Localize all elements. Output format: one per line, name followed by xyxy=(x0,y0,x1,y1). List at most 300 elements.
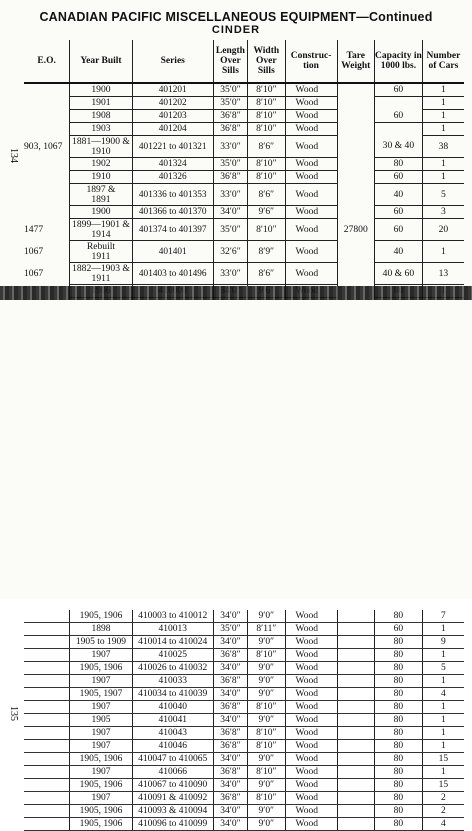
table-row xyxy=(24,714,464,727)
cell-number: 1 xyxy=(422,171,464,184)
cell-series: 410025 xyxy=(132,649,213,662)
cell-length: 36′8″ xyxy=(213,740,247,753)
cell-tare xyxy=(337,792,374,805)
cell-tare xyxy=(337,649,374,662)
cell-capacity: 80 xyxy=(374,688,422,701)
cell-number: 2 xyxy=(422,805,464,818)
cell-construction: Wood xyxy=(285,740,337,753)
table-row xyxy=(24,136,464,158)
cell-construction: Wood xyxy=(285,184,337,206)
cell-width: 9′0″ xyxy=(248,753,285,766)
cell-tare xyxy=(337,714,374,727)
cell-series: 410091 & 410092 xyxy=(132,792,213,805)
cell-series: 401324 xyxy=(132,158,213,171)
cell-width: 8′10″ xyxy=(248,740,285,753)
cell-eo: 1067 xyxy=(24,267,44,279)
cell-length: 34′0″ xyxy=(213,636,247,649)
cell-width: 9′0″ xyxy=(248,805,285,818)
cell-width: 9′0″ xyxy=(248,610,285,623)
cell-tare xyxy=(337,241,374,263)
cell-year: 1902 xyxy=(70,158,132,171)
cell-width: 9′0″ xyxy=(248,818,285,831)
cell-capacity: 80 xyxy=(374,753,422,766)
cell-length: 35′0″ xyxy=(213,97,247,110)
cell-year: 1905, 1906 xyxy=(70,753,132,766)
cell-capacity: 80 xyxy=(374,636,422,649)
cell-eo xyxy=(24,675,70,688)
cell-width: 8′6″ xyxy=(248,263,285,285)
cell-series: 410096 to 410099 xyxy=(132,818,213,831)
cell-tare xyxy=(337,136,374,158)
cell-construction: Wood xyxy=(285,805,337,818)
table-row xyxy=(24,83,464,97)
cell-series: 410043 xyxy=(132,727,213,740)
cell-width: 9′0″ xyxy=(248,636,285,649)
cell-eo xyxy=(24,688,70,701)
cell-length: 33′0″ xyxy=(213,136,247,158)
cell-length: 34′0″ xyxy=(213,714,247,727)
cell-width: 9′0″ xyxy=(248,779,285,792)
cell-eo xyxy=(24,97,70,110)
cell-tare xyxy=(337,740,374,753)
table-row xyxy=(24,610,464,623)
cell-construction: Wood xyxy=(285,636,337,649)
cell-width: 8′10″ xyxy=(248,649,285,662)
cell-year: 1908 xyxy=(70,110,132,123)
table-row xyxy=(24,688,464,701)
cell-width: 8′10″ xyxy=(248,219,285,241)
cell-year: 1899—1901 & 1914 xyxy=(70,219,132,241)
cell-year: 1905, 1906 xyxy=(70,805,132,818)
cell-width: 9′6″ xyxy=(248,206,285,219)
table-row xyxy=(24,792,464,805)
cell-number: 7 xyxy=(422,610,464,623)
cell-number: 15 xyxy=(422,779,464,792)
cell-tare xyxy=(337,818,374,831)
cell-year: 1907 xyxy=(70,727,132,740)
cell-year: 1910 xyxy=(70,171,132,184)
cell-construction: Wood xyxy=(285,701,337,714)
cell-construction: Wood xyxy=(285,97,337,110)
cell-year: Rebuilt 1911 xyxy=(70,241,132,263)
header-tare: Tare Weight xyxy=(337,40,374,83)
cell-tare xyxy=(337,97,374,110)
cell-year: 1903 xyxy=(70,123,132,136)
cell-width: 8′10″ xyxy=(248,83,285,97)
cell-length: 36′8″ xyxy=(213,727,247,740)
cell-series: 410047 to 410065 xyxy=(132,753,213,766)
cell-width: 8′6″ xyxy=(248,184,285,206)
cell-tare xyxy=(337,171,374,184)
cell-tare xyxy=(337,701,374,714)
cell-tare xyxy=(337,623,374,636)
cell-series: 410003 to 410012 xyxy=(132,610,213,623)
cell-length: 34′0″ xyxy=(213,662,247,675)
cell-number: 1 xyxy=(422,158,464,171)
cell-number: 1 xyxy=(422,714,464,727)
table-row xyxy=(24,649,464,662)
cell-series: 401336 to 401353 xyxy=(132,184,213,206)
cell-tare xyxy=(337,662,374,675)
cell-number: 1 xyxy=(422,110,464,123)
cell-eo: 1477 xyxy=(24,223,44,235)
cell-series: 410040 xyxy=(132,701,213,714)
cell-construction: Wood xyxy=(285,206,337,219)
cell-capacity: 80 xyxy=(374,662,422,675)
cell-construction: Wood xyxy=(285,675,337,688)
cell-tare xyxy=(337,184,374,206)
cell-year: 1901 xyxy=(70,97,132,110)
cell-construction: Wood xyxy=(285,110,337,123)
table-row xyxy=(24,110,464,123)
cell-eo xyxy=(24,753,70,766)
table-row xyxy=(24,766,464,779)
table-row xyxy=(24,636,464,649)
cell-capacity xyxy=(374,97,422,110)
table-row xyxy=(24,818,464,831)
cell-eo xyxy=(24,158,70,171)
cell-width: 8′10″ xyxy=(248,158,285,171)
cell-construction: Wood xyxy=(285,171,337,184)
cell-tare xyxy=(337,636,374,649)
cell-tare xyxy=(337,753,374,766)
cell-series: 410067 to 410090 xyxy=(132,779,213,792)
cell-length: 34′0″ xyxy=(213,779,247,792)
cell-eo xyxy=(24,184,70,206)
cell-length: 34′0″ xyxy=(213,818,247,831)
cell-capacity: 80 xyxy=(374,792,422,805)
cell-construction: Wood xyxy=(285,83,337,97)
cell-length: 34′0″ xyxy=(213,688,247,701)
cell-length: 35′0″ xyxy=(213,158,247,171)
header-series: Series xyxy=(132,40,213,83)
cell-number: 1 xyxy=(422,740,464,753)
cell-series: 401374 to 401397 xyxy=(132,219,213,241)
cell-series: 401366 to 401370 xyxy=(132,206,213,219)
table-row xyxy=(24,701,464,714)
cell-year: 1905 xyxy=(70,714,132,727)
cell-series: 410093 & 410094 xyxy=(132,805,213,818)
cell-series: 410046 xyxy=(132,740,213,753)
cell-number: 20 xyxy=(422,219,464,241)
cell-year: 1898 xyxy=(70,623,132,636)
cell-construction: Wood xyxy=(285,623,337,636)
cell-width: 8′9″ xyxy=(248,241,285,263)
cell-year: 1905, 1907 xyxy=(70,688,132,701)
cell-length: 34′0″ xyxy=(213,805,247,818)
cell-eo xyxy=(24,792,70,805)
cell-capacity: 80 xyxy=(374,818,422,831)
cell-width: 9′0″ xyxy=(248,675,285,688)
cell-construction: Wood xyxy=(285,714,337,727)
table-row xyxy=(24,662,464,675)
cell-width: 8′10″ xyxy=(248,701,285,714)
cell-number: 3 xyxy=(422,206,464,219)
cell-eo xyxy=(24,123,70,136)
cell-eo xyxy=(24,206,70,219)
cell-capacity: 80 xyxy=(374,766,422,779)
cell-series: 401326 xyxy=(132,171,213,184)
cell-series: 401401 xyxy=(132,241,213,263)
page-subtitle: CINDER xyxy=(211,24,261,36)
equipment-table-top xyxy=(24,40,464,311)
cell-eo xyxy=(24,714,70,727)
cell-number: 1 xyxy=(422,649,464,662)
cell-eo xyxy=(24,727,70,740)
cell-capacity: 80 xyxy=(374,779,422,792)
header-construction: Construc-tion xyxy=(285,40,337,83)
cell-series: 401204 xyxy=(132,123,213,136)
table-row xyxy=(24,219,464,241)
cell-capacity: 80 xyxy=(374,727,422,740)
cell-capacity: 60 xyxy=(374,171,422,184)
table-row xyxy=(24,779,464,792)
cell-construction: Wood xyxy=(285,158,337,171)
cell-year: 1907 xyxy=(70,766,132,779)
cell-capacity xyxy=(374,123,422,136)
cell-year: 1897 & 1891 xyxy=(70,184,132,206)
cell-tare xyxy=(337,263,374,285)
cell-year: 1907 xyxy=(70,740,132,753)
page-title: CANADIAN PACIFIC MISCELLANEOUS EQUIPMENT—Continued xyxy=(39,10,433,24)
cell-length: 34′0″ xyxy=(213,610,247,623)
cell-eo xyxy=(24,610,70,623)
cell-eo xyxy=(24,662,70,675)
cell-width: 8′6″ xyxy=(248,136,285,158)
cell-construction: Wood xyxy=(285,792,337,805)
cell-length: 34′0″ xyxy=(213,206,247,219)
cell-length: 35′0″ xyxy=(213,83,247,97)
cell-width: 8′10″ xyxy=(248,123,285,136)
cell-length: 36′8″ xyxy=(213,675,247,688)
cell-construction: Wood xyxy=(285,662,337,675)
cell-tare xyxy=(337,727,374,740)
cell-number: 1 xyxy=(422,623,464,636)
cell-length: 35′0″ xyxy=(213,623,247,636)
cell-length: 34′0″ xyxy=(213,753,247,766)
table-row xyxy=(24,727,464,740)
cell-tare xyxy=(337,805,374,818)
cell-tare xyxy=(337,83,374,97)
cell-capacity: 60 xyxy=(374,83,422,97)
cell-length: 36′8″ xyxy=(213,701,247,714)
cell-year: 1907 xyxy=(70,792,132,805)
cell-construction: Wood xyxy=(285,610,337,623)
cell-year: 1907 xyxy=(70,675,132,688)
cell-year: 1900 xyxy=(70,83,132,97)
cell-eo xyxy=(24,636,70,649)
cell-capacity: 80 xyxy=(374,610,422,623)
cell-year: 1905 to 1909 xyxy=(70,636,132,649)
cell-tare: 27800 xyxy=(337,219,374,241)
cell-series: 410033 xyxy=(132,675,213,688)
table-row xyxy=(24,158,464,171)
header-width: Width Over Sills xyxy=(248,40,285,83)
bottom-page xyxy=(0,300,472,829)
cell-series: 410026 to 410032 xyxy=(132,662,213,675)
cell-number: 1 xyxy=(422,83,464,97)
table-row xyxy=(24,753,464,766)
cell-number: 5 xyxy=(422,184,464,206)
cell-tare xyxy=(337,688,374,701)
cell-year: 1905, 1906 xyxy=(70,818,132,831)
cell-number: 1 xyxy=(422,727,464,740)
cell-number: 5 xyxy=(422,662,464,675)
cell-capacity: 60 xyxy=(374,623,422,636)
cell-eo xyxy=(24,83,70,97)
cell-number: 4 xyxy=(422,818,464,831)
header-number: Number of Cars xyxy=(422,40,464,83)
cell-eo xyxy=(24,110,70,123)
cell-eo xyxy=(24,740,70,753)
cell-series: 401202 xyxy=(132,97,213,110)
header-capacity: Capacity in 1000 lbs. xyxy=(374,40,422,83)
cell-length: 33′0″ xyxy=(213,263,247,285)
cell-length: 35′0″ xyxy=(213,219,247,241)
cell-length: 33′0″ xyxy=(213,184,247,206)
cell-number: 15 xyxy=(422,753,464,766)
top-page xyxy=(0,0,472,288)
cell-series: 410014 to 410024 xyxy=(132,636,213,649)
cell-series: 410034 to 410039 xyxy=(132,688,213,701)
cell-number: 1 xyxy=(422,97,464,110)
cell-width: 9′0″ xyxy=(248,714,285,727)
cell-length: 36′8″ xyxy=(213,123,247,136)
cell-construction: Wood xyxy=(285,766,337,779)
table-header-row xyxy=(24,40,464,83)
cell-year: 1907 xyxy=(70,649,132,662)
cell-construction: Wood xyxy=(285,219,337,241)
cell-capacity: 60 xyxy=(374,110,422,123)
cell-length: 36′8″ xyxy=(213,792,247,805)
cell-construction: Wood xyxy=(285,818,337,831)
cell-series: 410066 xyxy=(132,766,213,779)
cell-length: 32′6″ xyxy=(213,241,247,263)
cell-number: 1 xyxy=(422,766,464,779)
cell-capacity: 80 xyxy=(374,714,422,727)
cell-construction: Wood xyxy=(285,753,337,766)
cell-capacity: 80 xyxy=(374,740,422,753)
cell-eo: 1067 xyxy=(24,245,44,257)
table-row xyxy=(24,206,464,219)
cell-eo xyxy=(24,805,70,818)
cell-series: 410041 xyxy=(132,714,213,727)
cell-eo xyxy=(24,649,70,662)
cell-year: 1881—1900 & 1910 xyxy=(70,136,132,158)
cell-width: 9′0″ xyxy=(248,688,285,701)
cell-width: 8′10″ xyxy=(248,110,285,123)
table-row xyxy=(24,241,464,263)
cell-year: 1882—1903 & 1911 xyxy=(70,263,132,285)
cell-eo xyxy=(24,818,70,831)
cell-tare xyxy=(337,779,374,792)
cell-capacity: 60 xyxy=(374,206,422,219)
header-length: Length Over Sills xyxy=(213,40,247,83)
cell-construction: Wood xyxy=(285,241,337,263)
cell-length: 36′8″ xyxy=(213,649,247,662)
cell-capacity: 60 xyxy=(374,219,422,241)
cell-series: 401403 to 401496 xyxy=(132,263,213,285)
cell-number: 1 xyxy=(422,675,464,688)
cell-tare xyxy=(337,610,374,623)
cell-eo xyxy=(24,701,70,714)
cell-year: 1900 xyxy=(70,206,132,219)
cell-tare xyxy=(337,206,374,219)
cell-number: 1 xyxy=(422,701,464,714)
table-row xyxy=(24,97,464,110)
cell-tare xyxy=(337,123,374,136)
cell-length: 36′8″ xyxy=(213,110,247,123)
cell-tare xyxy=(337,675,374,688)
cell-capacity: 30 & 40 xyxy=(374,136,422,158)
cell-year: 1907 xyxy=(70,701,132,714)
cell-eo xyxy=(24,171,70,184)
cell-construction: Wood xyxy=(285,779,337,792)
cell-capacity: 80 xyxy=(374,649,422,662)
cell-number: 4 xyxy=(422,688,464,701)
equipment-table-bottom xyxy=(24,610,464,831)
header-year: Year Built xyxy=(70,40,132,83)
cell-length: 36′8″ xyxy=(213,766,247,779)
table-row xyxy=(24,675,464,688)
cell-capacity: 40 & 60 xyxy=(374,263,422,285)
table-row xyxy=(24,623,464,636)
cell-number: 13 xyxy=(422,263,464,285)
table-row xyxy=(24,740,464,753)
cell-width: 9′0″ xyxy=(248,662,285,675)
cell-width: 8′10″ xyxy=(248,766,285,779)
cell-width: 8′11″ xyxy=(248,623,285,636)
cell-tare xyxy=(337,766,374,779)
cell-width: 8′10″ xyxy=(248,171,285,184)
cell-capacity: 80 xyxy=(374,675,422,688)
cell-tare xyxy=(337,158,374,171)
table-row xyxy=(24,805,464,818)
cell-series: 401203 xyxy=(132,110,213,123)
table-row xyxy=(24,123,464,136)
cell-number: 1 xyxy=(422,241,464,263)
cell-construction: Wood xyxy=(285,263,337,285)
cell-series: 401221 to 401321 xyxy=(132,136,213,158)
cell-series: 401201 xyxy=(132,83,213,97)
cell-eo xyxy=(24,623,70,636)
cell-width: 8′10″ xyxy=(248,792,285,805)
cell-number: 1 xyxy=(422,123,464,136)
cell-number: 2 xyxy=(422,792,464,805)
cell-eo xyxy=(24,766,70,779)
table-row xyxy=(24,263,464,285)
cell-width: 8′10″ xyxy=(248,97,285,110)
cell-eo xyxy=(24,779,70,792)
page-number-top: 134 xyxy=(8,148,19,163)
cell-capacity: 40 xyxy=(374,241,422,263)
cell-construction: Wood xyxy=(285,649,337,662)
table-row xyxy=(24,171,464,184)
cell-construction: Wood xyxy=(285,123,337,136)
cell-capacity: 80 xyxy=(374,158,422,171)
cell-construction: Wood xyxy=(285,136,337,158)
cell-capacity: 80 xyxy=(374,701,422,714)
cell-capacity: 80 xyxy=(374,805,422,818)
cell-year: 1905, 1906 xyxy=(70,662,132,675)
cell-eo: 903, 1067 xyxy=(24,140,63,152)
cell-number: 9 xyxy=(422,636,464,649)
cell-width: 8′10″ xyxy=(248,727,285,740)
cell-length: 36′8″ xyxy=(213,171,247,184)
header-eo: E.O. xyxy=(24,40,70,83)
table-row xyxy=(24,184,464,206)
cell-series: 410013 xyxy=(132,623,213,636)
